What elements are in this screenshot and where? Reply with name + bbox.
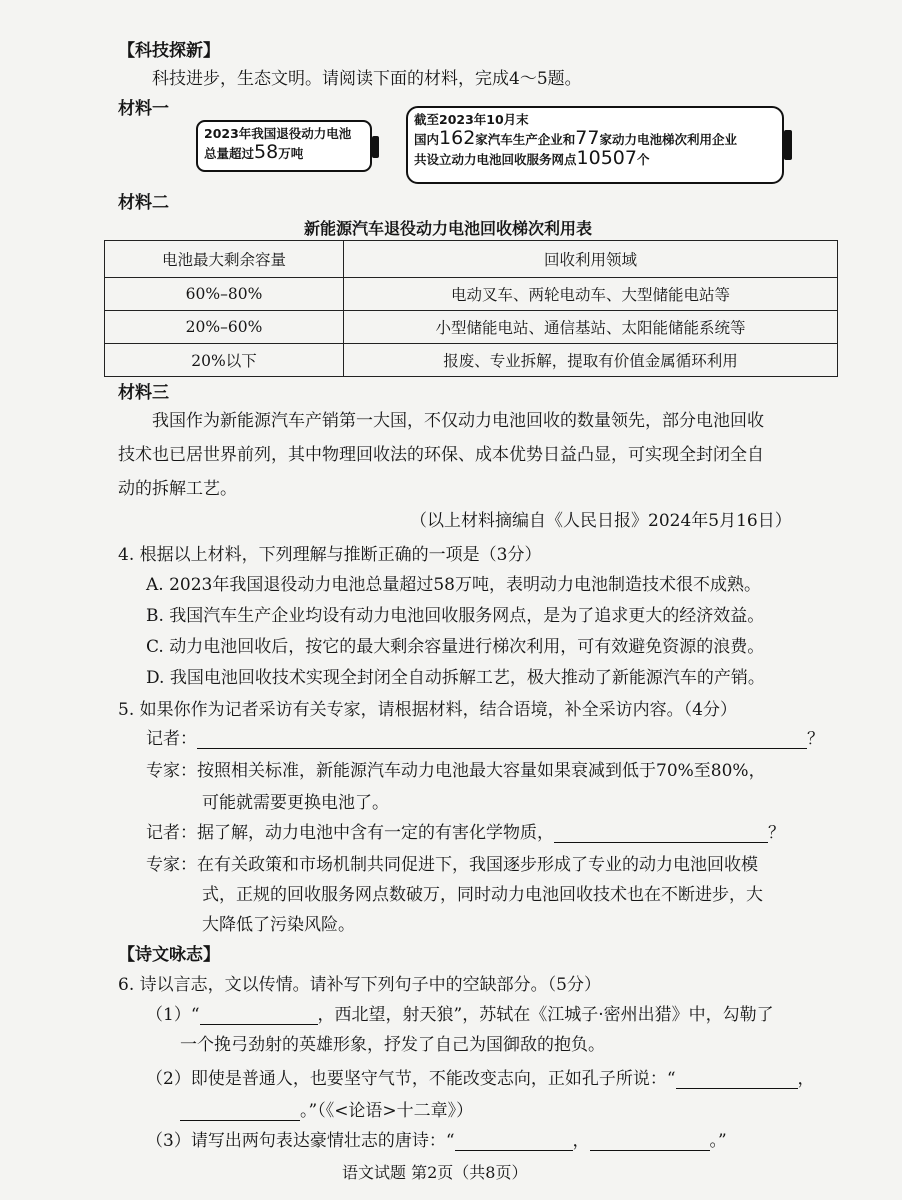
section-intro: 科技进步，生态文明。请阅读下面的材料，完成4～5题。	[152, 69, 582, 89]
material-source: （以上材料摘编自《人民日报》2024年5月16日）	[410, 511, 792, 531]
table-row	[105, 278, 838, 311]
q5-expert-line-4: 式，正规的回收服务网点数破万，同时动力电池回收技术也在不断进步，大	[202, 885, 763, 905]
material1-label: 材料一	[118, 99, 169, 119]
q4-option-d: D. 我国电池回收技术实现全封闭全自动拆解工艺，极大推动了新能源汽车的产销。	[146, 668, 765, 688]
q5-reporter-line-2: 记者：据了解，动力电池中含有一定的有害化学物质， ？	[146, 823, 785, 843]
q6-item-1-line-2: 一个挽弓劲射的英雄形象，抒发了自己为国御敌的抱负。	[180, 1035, 605, 1055]
q6-item-2-line-2: 。”（《<论语>十二章》）	[180, 1096, 473, 1121]
table-cell-capacity: 60%–80%	[105, 278, 344, 311]
page-footer: 语文试题 第2页（共8页）	[342, 1163, 528, 1182]
answer-blank-2[interactable]	[554, 826, 768, 843]
table-cell-field: 报废、专业拆解，提取有价值金属循环利用	[344, 344, 838, 377]
box2-line1: 截至2023年10月末	[414, 112, 529, 127]
q5-expert-line-1: 专家：按照相关标准，新能源汽车动力电池最大容量如果衰减到低于70%至80%，	[146, 761, 766, 781]
q6-item-2-line-1: （2）即使是普通人，也要坚守气节，不能改变志向，正如孔子所说：“ ，	[146, 1069, 815, 1089]
box2-line2: 国内162家汽车生产企业和77家动力电池梯次利用企业	[414, 127, 737, 149]
battery-terminal-1	[372, 136, 379, 158]
section-title-poetry: 【诗文咏志】	[118, 945, 220, 965]
table-row	[105, 311, 838, 344]
box1-line1: 2023年我国退役动力电池	[204, 126, 352, 141]
table-row	[105, 344, 838, 377]
table-cell-field: 电动叉车、两轮电动车、大型储能电站等	[344, 278, 838, 311]
q5-reporter-line-1: 记者： ？	[146, 729, 824, 749]
q4-option-b: B. 我国汽车生产企业均设有动力电池回收服务网点，是为了追求更大的经济效益。	[146, 606, 765, 626]
battery-terminal-2	[784, 130, 792, 160]
q6-stem: 6. 诗以言志，文以传情。请补写下列句子中的空缺部分。（5分）	[118, 975, 601, 995]
q5-expert-line-5: 大降低了污染风险。	[202, 915, 355, 935]
q5-expert-line-3: 专家：在有关政策和市场机制共同促进下，我国逐步形成了专业的动力电池回收模	[146, 855, 758, 875]
section-title-tech: 【科技探新】	[118, 41, 220, 61]
table-header-field: 回收利用领域	[344, 241, 838, 278]
answer-blank-7[interactable]	[590, 1134, 710, 1151]
table-cell-capacity: 20%–60%	[105, 311, 344, 344]
box2-line3: 共设立动力电池回收服务网点10507个	[414, 147, 650, 169]
recycle-table	[104, 240, 838, 377]
battery-info-box-2	[406, 106, 784, 184]
material3-label: 材料三	[118, 383, 169, 403]
answer-blank-4[interactable]	[676, 1072, 798, 1089]
battery-info-box-1	[196, 120, 372, 172]
table-header-row	[105, 241, 838, 278]
q4-option-a: A. 2023年我国退役动力电池总量超过58万吨，表明动力电池制造技术很不成熟。	[146, 575, 761, 595]
table-cell-capacity: 20%以下	[105, 344, 344, 377]
material3-line1: 我国作为新能源汽车产销第一大国，不仅动力电池回收的数量领先，部分电池回收	[152, 411, 764, 431]
answer-blank-5[interactable]	[180, 1104, 300, 1121]
material3-line3: 动的拆解工艺。	[118, 479, 237, 499]
q4-stem: 4. 根据以上材料，下列理解与推断正确的一项是（3分）	[118, 545, 542, 565]
answer-blank-1[interactable]	[197, 732, 807, 749]
table-header-capacity: 电池最大剩余容量	[105, 241, 344, 278]
material3-line2: 技术也已居世界前列，其中物理回收法的环保、成本优势日益凸显，可实现全封闭全自	[118, 445, 764, 465]
q5-expert-line-2: 可能就需要更换电池了。	[202, 793, 389, 813]
q6-item-3: （3）请写出两句表达豪情壮志的唐诗：“ ， 。”	[146, 1131, 727, 1151]
q6-item-1-line-1: （1）“ ，西北望，射天狼”，苏轼在《江城子·密州出猎》中，勾勒了	[146, 1005, 774, 1025]
q4-option-c: C. 动力电池回收后，按它的最大剩余容量进行梯次利用，可有效避免资源的浪费。	[146, 637, 765, 657]
material2-label: 材料二	[118, 193, 169, 213]
table-cell-field: 小型储能电站、通信基站、太阳能储能系统等	[344, 311, 838, 344]
table-title: 新能源汽车退役动力电池回收梯次利用表	[304, 219, 593, 238]
answer-blank-6[interactable]	[455, 1134, 573, 1151]
answer-blank-3[interactable]	[200, 1008, 318, 1025]
q5-stem: 5. 如果你作为记者采访有关专家，请根据材料，结合语境，补全采访内容。（4分）	[118, 700, 737, 720]
box1-line2: 总量超过58万吨	[204, 141, 304, 163]
